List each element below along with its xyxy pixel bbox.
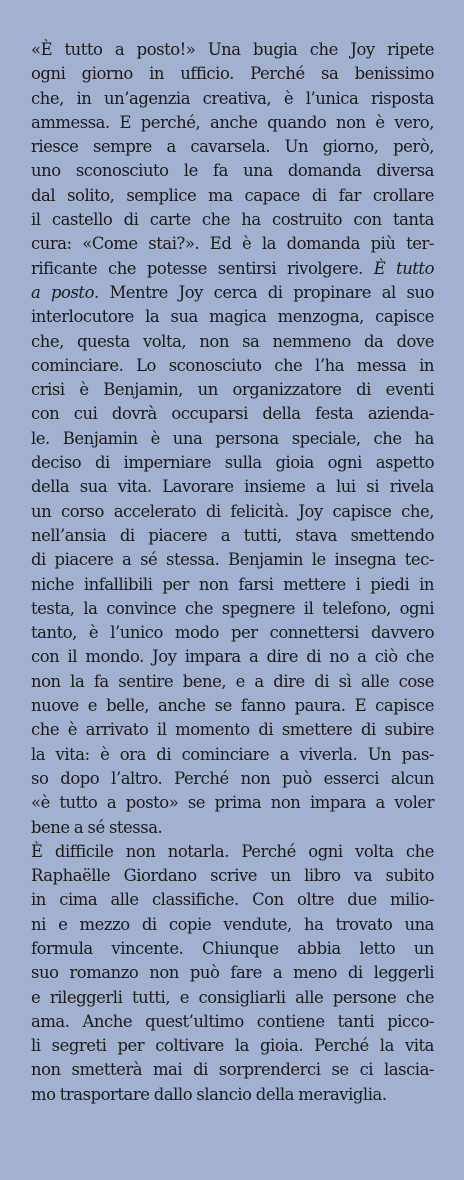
line-text: testa, la convince che spegnere il telefono, ogni	[31, 598, 434, 618]
text-line	[31, 670, 434, 694]
line-text: niche infallibili per non farsi mettere i piedi in	[31, 574, 434, 594]
line-text: Raphaëlle Giordano scrive un libro va subito	[31, 866, 434, 886]
line-text: mo trasportare dallo slancio della meraviglia.	[31, 1084, 387, 1104]
text-line	[31, 937, 434, 961]
line-text: «È tutto a posto!» Una bugia che Joy ripete	[31, 40, 434, 59]
line-text: che, questa volta, non sa nemmeno da dove	[31, 331, 434, 351]
line-text: in cima alle classifiche. Con oltre due milio-	[31, 890, 434, 910]
text-line	[31, 767, 434, 791]
text-line	[31, 743, 434, 767]
text-line	[31, 232, 434, 256]
line-text: la vita: è ora di cominciare a viverla. Un pas-	[31, 744, 434, 764]
text-line	[31, 354, 434, 378]
line-text: ogni giorno in ufficio. Perché sa benissimo	[31, 64, 434, 84]
text-line	[31, 135, 434, 159]
text-line	[31, 184, 434, 208]
line-text: ama. Anche quest’ultimo contiene tanti picco-	[31, 1011, 434, 1031]
line-text: e rileggerli tutti, e consigliarli alle persone che	[31, 987, 434, 1007]
text-line	[31, 573, 434, 597]
line-text: «è tutto a posto» se prima non impara a voler	[31, 793, 434, 813]
text-line	[31, 718, 434, 742]
text-line	[31, 888, 434, 912]
text-line	[31, 330, 434, 354]
line-text: un corso accelerato di felicità. Joy capisce che,	[31, 501, 434, 521]
line-text: che, in un’agenzia creativa, è l’unica risposta	[31, 88, 434, 108]
line-text: uno sconosciuto le fa una domanda diversa	[31, 161, 434, 181]
line-text: li segreti per coltivare la gioia. Perché la vita	[31, 1036, 434, 1056]
line-text: so dopo l’altro. Perché non può esserci alcun	[31, 768, 434, 788]
line-text: bene a sé stessa.	[31, 817, 163, 837]
text-line	[31, 645, 434, 669]
text-line	[31, 1010, 434, 1034]
line-text: interlocutore la sua magica menzogna, capisce	[31, 307, 434, 327]
line-text: suo romanzo non può fare a meno di leggerli	[31, 963, 434, 983]
text-line	[31, 500, 434, 524]
italic-phrase: È tutto	[373, 258, 434, 278]
text-line	[31, 597, 434, 621]
line-text: nuove e belle, anche se fanno paura. E capisce	[31, 696, 434, 716]
line-text: il castello di carte che ha costruito con tanta	[31, 210, 434, 230]
text-line	[31, 257, 434, 281]
line-text: della sua vita. Lavorare insieme a lui si rivela	[31, 477, 434, 497]
text-line	[31, 1034, 434, 1058]
line-text: con cui dovrà occuparsi della festa azienda-	[31, 404, 434, 424]
text-line	[31, 986, 434, 1010]
line-text: dal solito, semplice ma capace di far crollare	[31, 185, 434, 205]
text-line	[31, 281, 434, 305]
text-line	[31, 402, 434, 426]
text-line	[31, 1058, 434, 1082]
synopsis-paragraph	[31, 38, 434, 840]
line-text: È difficile non notarla. Perché ogni volta che	[31, 841, 434, 861]
line-text: rificante che potesse sentirsi rivolgere.	[31, 258, 374, 278]
text-line	[31, 816, 434, 840]
line-text: con il mondo. Joy impara a dire di no a ciò che	[31, 647, 434, 667]
text-line	[31, 621, 434, 645]
line-text: crisi è Benjamin, un organizzatore di eventi	[31, 380, 434, 400]
text-line	[31, 1083, 434, 1107]
line-text: le. Benjamin è una persona speciale, che ha	[31, 428, 434, 448]
line-text: tanto, è l’unico modo per connettersi davvero	[31, 623, 434, 643]
line-text: . Mentre Joy cerca di propinare al suo	[94, 282, 435, 302]
text-line	[31, 62, 434, 86]
line-text: ni e mezzo di copie vendute, ha trovato una	[31, 914, 434, 934]
text-line	[31, 305, 434, 329]
blurb-text	[31, 38, 434, 1107]
line-text: cominciare. Lo sconosciuto che l’ha messa in	[31, 355, 434, 375]
text-line	[31, 159, 434, 183]
italic-phrase: a posto	[31, 282, 94, 302]
line-text: nell’ansia di piacere a tutti, stava smettendo	[31, 525, 434, 545]
text-line	[31, 427, 434, 451]
text-line	[31, 524, 434, 548]
text-line	[31, 694, 434, 718]
text-line	[31, 913, 434, 937]
text-line	[31, 451, 434, 475]
text-line	[31, 208, 434, 232]
line-text: di piacere a sé stessa. Benjamin le insegna tec-	[31, 550, 434, 570]
line-text: riesce sempre a cavarsela. Un giorno, però,	[31, 137, 434, 157]
text-line	[31, 111, 434, 135]
text-line	[31, 791, 434, 815]
line-text: deciso di imperniare sulla gioia ogni aspetto	[31, 453, 434, 473]
line-text: cura: «Come stai?». Ed è la domanda più ter-	[31, 234, 434, 254]
text-line	[31, 548, 434, 572]
line-text: non smetterà mai di sorprenderci se ci lascia-	[31, 1060, 434, 1080]
text-line	[31, 378, 434, 402]
author-paragraph	[31, 840, 434, 1107]
line-text: formula vincente. Chiunque abbia letto un	[31, 938, 434, 958]
text-line	[31, 961, 434, 985]
text-line	[31, 87, 434, 111]
line-text: non la fa sentire bene, e a dire di sì alle cose	[31, 671, 434, 691]
text-line	[31, 38, 434, 62]
text-line	[31, 475, 434, 499]
text-line	[31, 840, 434, 864]
text-line	[31, 864, 434, 888]
line-text: ammessa. E perché, anche quando non è vero,	[31, 112, 434, 132]
line-text: che è arrivato il momento di smettere di subire	[31, 720, 434, 740]
